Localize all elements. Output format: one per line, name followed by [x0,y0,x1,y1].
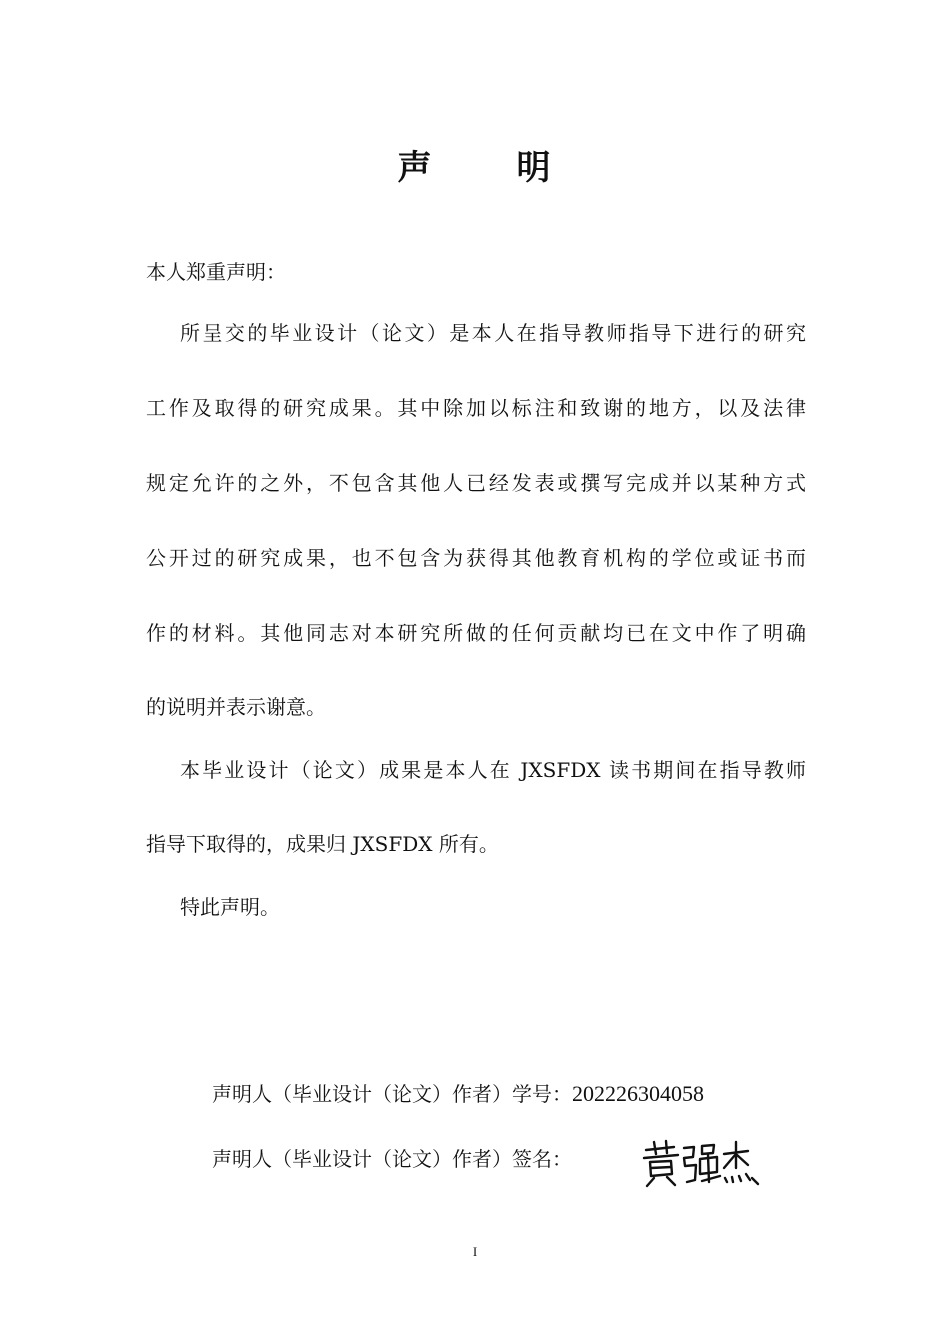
handwritten-signature-icon [640,1138,760,1190]
paragraph2-line-2: 指导下取得的，成果归 JXSFDX 所有。 [146,832,499,856]
intro-line: 本人郑重声明： [146,260,286,284]
paragraph1-line-2: 工作及取得的研究成果。其中除加以标注和致谢的地方，以及法律 [146,396,806,420]
paragraph1-line-5: 作的材料。其他同志对本研究所做的任何贡献均已在文中作了明确 [146,621,806,645]
closing-line: 特此声明。 [180,895,280,919]
signature-row [212,1143,572,1172]
paragraph1-line-3: 规定允许的之外，不包含其他人已经发表或撰写完成并以某种方式 [146,471,806,495]
paragraph1-line-6: 的说明并表示谢意。 [146,695,326,719]
paragraph1-line-1: 所呈交的毕业设计（论文）是本人在指导教师指导下进行的研究 [180,321,806,345]
paragraph1-line-4: 公开过的研究成果，也不包含为获得其他教育机构的学位或证书而 [146,546,806,570]
page-number: I [472,1244,478,1259]
page-title: 声 明 [397,148,553,188]
student-id-row [212,1078,704,1107]
paragraph2-line-1: 本毕业设计（论文）成果是本人在 JXSFDX 读书期间在指导教师 [180,758,806,782]
signature-label: 声明人（毕业设计（论文）作者）签名： [212,1147,572,1171]
student-id-value: 202226304058 [572,1081,704,1106]
student-id-label: 声明人（毕业设计（论文）作者）学号： [212,1082,572,1106]
